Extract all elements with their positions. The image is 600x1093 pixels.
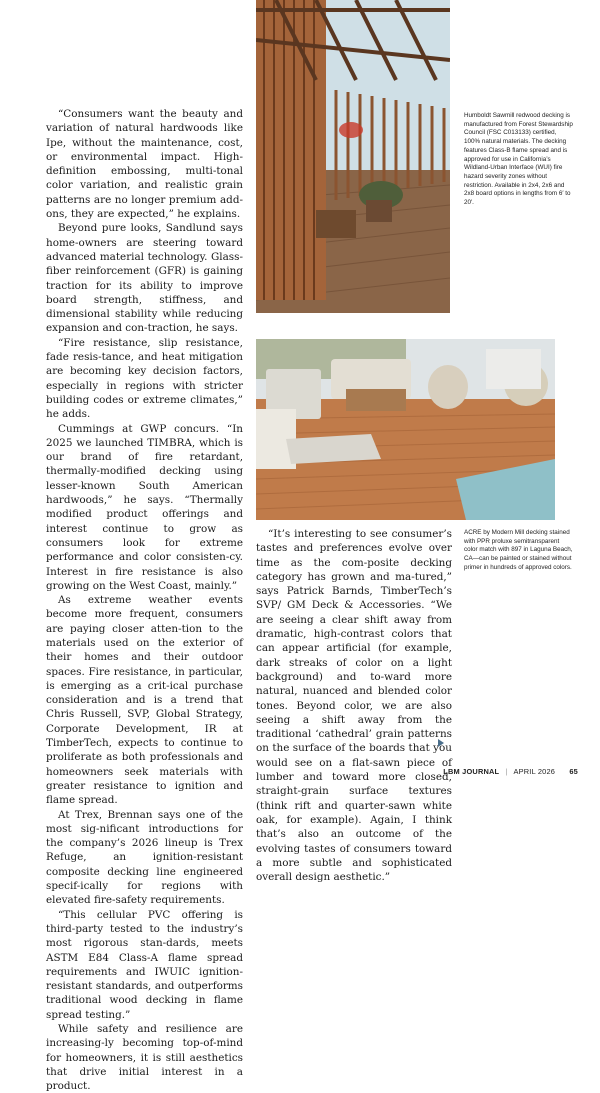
paragraph: “It’s interesting to see consumer’s tastes and preferences evolve over time as the com-posite decking category has grown and ma-tured,” says Patrick Barnds, TimberTech’s SVP/ GM Deck & Accessories. “We are seeing a clear shift away from dramatic, high-contrast colors that can appear artificial (for example, dark streaks of color on a light background) and to-ward more natural, nuanced and blended color tones. Beyond color, we are also seeing a shift away from the traditional ‘cathedral’ grain patterns on the surface of the boards that you would see on a flat-sawn piece of lumber and toward more closed, straight-grain surface textures (think rift and quarter-sawn white oak, for example). Again, I think that’s also an outcome of the evolving tastes of consumers toward a more subtle and sophisticated overall design aesthetic.” [256, 528, 452, 884]
journal-name: LBM JOURNAL [443, 767, 500, 776]
photo-caption: Humboldt Sawmill redwood decking is manufactured from Forest Stewardship Council (FSC C013133) certified, 100% natural materials. The decking features Class-B flame spread and is approved for use in California’s Wildland-Urban Interface (WUI) fire hazard severity zones without restriction. Available in 2x4, 2x6 and 2x8 board options in lengths from 6′ to 20′. [464, 112, 573, 207]
paragraph: “Fire resistance, slip resistance, fade resis-tance, and heat mitigation are becoming key decision factors, especially in regions with stricter building codes or extreme climates,” he adds. [46, 336, 243, 421]
paragraph: “Consumers want the beauty and variation of natural hardwoods like Ipe, without the maintenance, cost, or environmental impact. High-definition embossing, multi-tonal color variation, and realistic grain patterns are no longer premium add-ons, they are expected,” he explains. [46, 108, 243, 221]
patio-furniture-photo [256, 339, 555, 520]
page-footer [443, 767, 578, 776]
paragraph: While safety and resilience are increasing-ly becoming top-of-mind for homeowners, it is still aesthetics that drive initial interest in a product. [46, 1023, 243, 1093]
page-number: 65 [569, 767, 578, 776]
article-column-1 [46, 107, 243, 1093]
paragraph: “This cellular PVC offering is third-party tested to the industry’s most rigorous stan-dards, meets ASTM E84 Class-A flame spread requirements and IWUIC ignition-resistant standards, and outperforms traditional wood decking in flame spread testing.” [46, 908, 243, 1021]
article-column-2 [256, 527, 452, 884]
paragraph: At Trex, Brennan says one of the most sig-nificant introductions for the company’s 2026 lineup is Trex Refuge, an ignition-resistant composite decking line engineered specif-ically for regions with elevated fire-safety requirements. [46, 808, 243, 907]
end-of-article-icon [438, 739, 444, 747]
redwood-deck-photo [256, 0, 450, 313]
paragraph: Cummings at GWP concurs. “In 2025 we launched TIMBRA, which is our brand of fire retardant, thermally-modified decking using lesser-known South American hardwoods,” he says. “Thermally modified product offerings and interest continue to grow as consumers look for extreme performance and color consisten-cy. Interest in fire resistance is also growing on the West Coast, mainly.” [46, 422, 243, 592]
issue-date: APRIL 2026 [513, 767, 556, 776]
paragraph: Beyond pure looks, Sandlund says home-owners are steering toward advanced material technology. Glass-fiber reinforcement (GFR) is gaining traction for its ability to improve board strength, stiffness, and dimensional stability while reducing expansion and con-traction, he says. [46, 222, 243, 335]
paragraph: As extreme weather events become more frequent, consumers are paying closer atten-tion to the materials used on the exterior of their homes and their outdoor spaces. Fire resistance, in particular, is emerging as a crit-ical purchase consideration and is a trend that Chris Russell, SVP, Global Strategy, Corporate Development, IR at TimberTech, expects to continue to proliferate as both professionals and homeowners seek materials with greater resistance to ignition and flame spread. [46, 594, 243, 807]
photo-caption: ACRE by Modern Mill decking stained with PPR proluxe semitransparent color match with 897 in Laguna Beach, CA—can be painted or stained without primer in hundreds of approved colors. [464, 529, 573, 571]
footer-separator: | [505, 767, 508, 776]
